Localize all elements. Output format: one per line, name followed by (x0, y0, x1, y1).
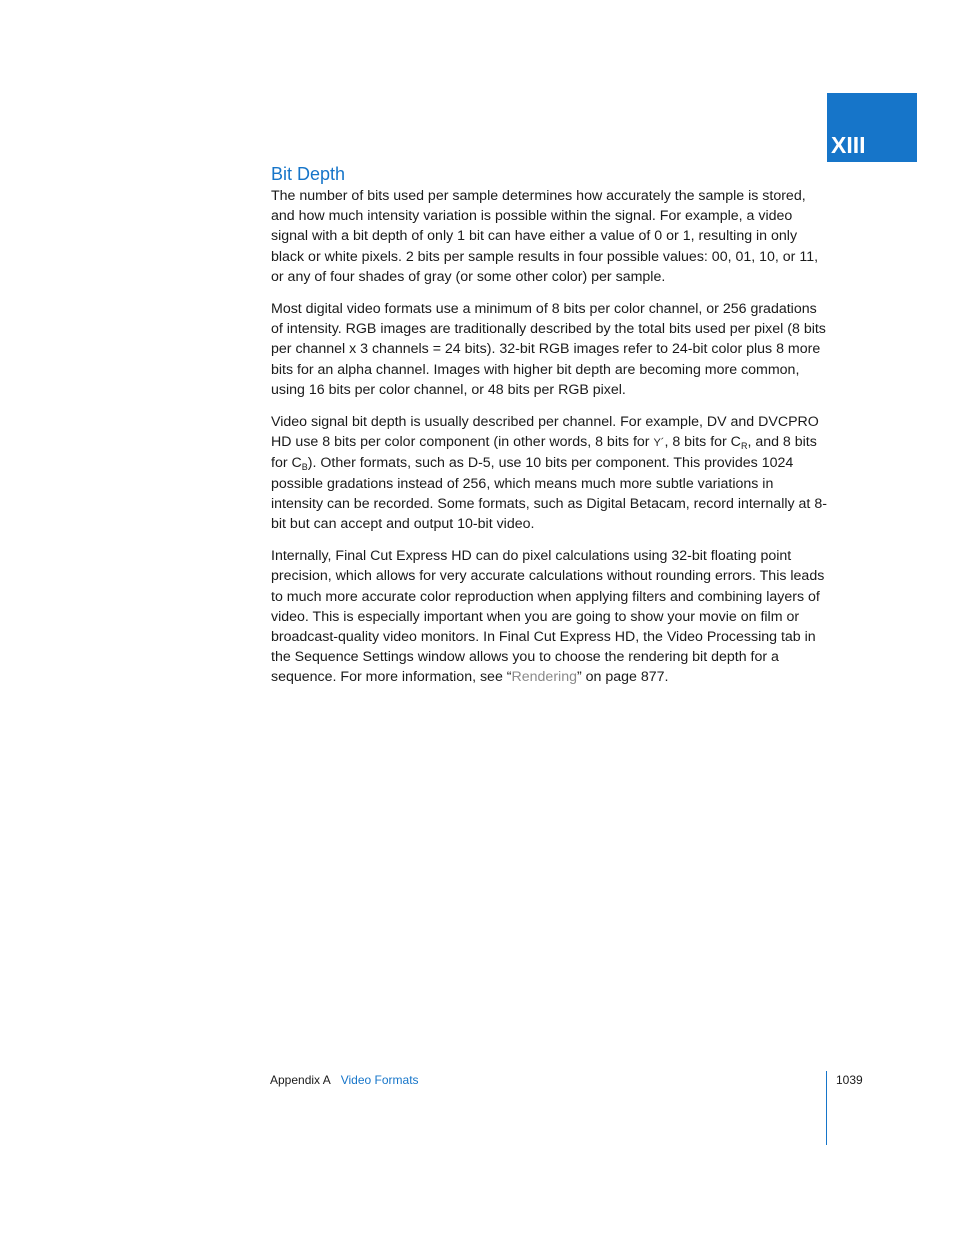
footer-appendix: Appendix A (270, 1073, 331, 1087)
footer-divider (826, 1071, 827, 1145)
main-content (271, 162, 827, 700)
paragraph-2: Most digital video formats use a minimum of 8 bits per color channel, or 256 gradations of intensity. RGB images are traditionally described by the total bits used per pixel (8 bits per channel x 3 channels = 24 bits). 32-bit RGB images refer to 24-bit color plus 8 more bits for an alpha channel. Images with higher bit depth are becoming more common, using 16 bits per color channel, or 48 bits per RGB pixel. (271, 301, 826, 398)
footer-section-link[interactable]: Video Formats (340, 1073, 419, 1087)
y-prime-symbol: Y´ (653, 437, 665, 450)
section-title: Bit Depth (271, 164, 346, 184)
subscript-b: B (301, 462, 308, 473)
subscript-r: R (740, 441, 748, 452)
page-number: 1039 (836, 1073, 863, 1087)
chapter-tab (827, 93, 917, 162)
paragraph-4: Internally, Final Cut Express HD can do pixel calculations using 32-bit floating point precision, which allows for very accurate calculations without rounding errors. This leads to much more accurate color reproduction when applying filters and combining layers of video. This is especially important when you are going to show your movie on film or broadcast-quality video monitors. In Final Cut Express HD, the Video Processing tab in the Sequence Settings window allows you to choose the rendering bit depth for a sequence. For more information, see “Rendering” on page 877. (271, 548, 825, 686)
footer-label (270, 1073, 419, 1087)
rendering-link[interactable]: Rendering (511, 669, 577, 686)
chapter-tab-label: XIII (831, 132, 866, 158)
paragraph-1: The number of bits used per sample determines how accurately the sample is stored, and how much intensity variation is possible within the signal. For example, a video signal with a bit depth of only 1 bit can have either a value of 0 or 1, resulting in only black or white pixels. 2 bits per sample results in four possible values: 00, 01, 10, or 11, or any of four shades of gray (or some other color) per sample. (271, 188, 819, 285)
paragraph-3: Video signal bit depth is usually described per channel. For example, DV and DVCPRO HD use 8 bits per color component (in other words, 8 bits for Y´, 8 bits for $C_R$, and 8 bits for $C_B$). Other formats, such as D-5, use 10 bits per component. This provides 1024 possible gradations instead of 256, which means much more subtle variations in intensity can be recorded. Some formats, such as Digital Betacam, record internally at 8-bit but can accept and output 10-bit video. (271, 414, 827, 533)
